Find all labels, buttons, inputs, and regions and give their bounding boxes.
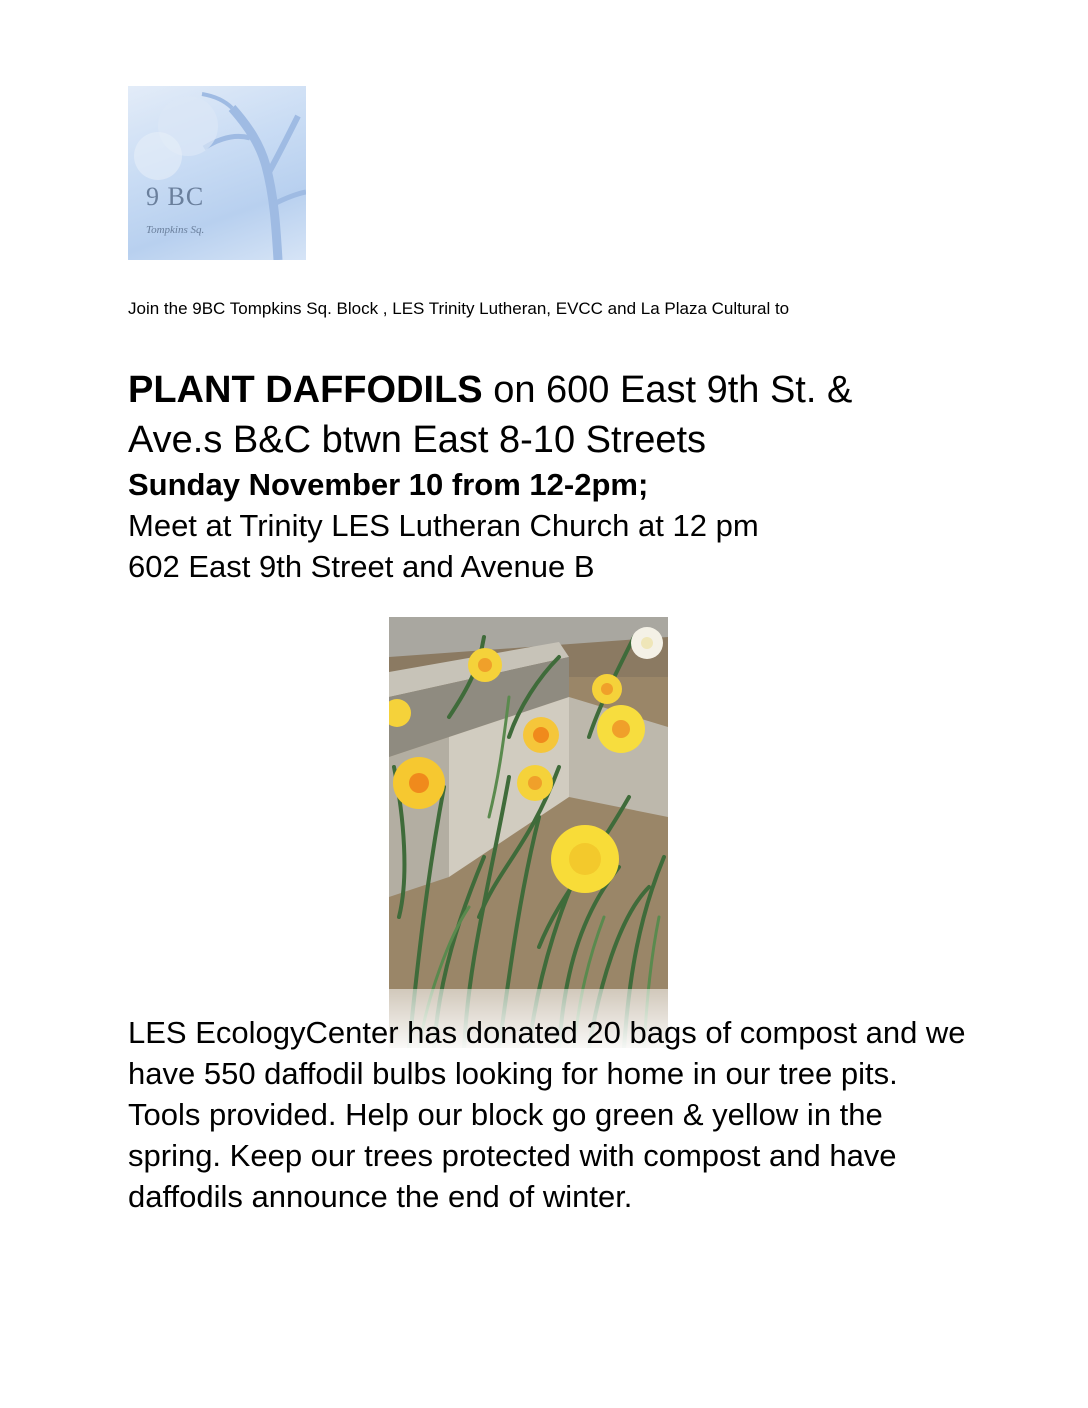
meeting-point: Meet at Trinity LES Lutheran Church at 12 pm (128, 508, 759, 543)
daffodil-photo (389, 617, 668, 1048)
logo-title: 9 BC (146, 182, 205, 211)
daffodil-flower (597, 705, 645, 753)
body-paragraph: LES EcologyCenter has donated 20 bags of compost and we have 550 daffodil bulbs looking for home in our tree pits. Tools provided. Help our block go green & yellow in the spring. Keep our trees protected with compost and have daffodils announce the end of winter. (128, 1015, 966, 1214)
block-logo (128, 86, 306, 260)
daffodil-flower (592, 674, 622, 704)
daffodil-flower (468, 648, 502, 682)
daffodil-flower (393, 757, 445, 809)
intro-line: Join the 9BC Tompkins Sq. Block , LES Trinity Lutheran, EVCC and La Plaza Cultural to (128, 299, 790, 318)
headline-rest: on 600 East 9th St. & Ave.s B&C btwn East 8-10 Streets (128, 369, 853, 461)
daffodil-flower (523, 717, 559, 753)
logo-subtitle: Tompkins Sq. (146, 224, 205, 236)
daffodil-illustration (389, 617, 668, 1048)
headline-bold: PLANT DAFFODILS (128, 369, 483, 411)
meeting-address: 602 East 9th Street and Avenue B (128, 549, 595, 584)
headline (128, 365, 948, 465)
daffodil-flower (631, 627, 663, 659)
daffodil-flower (551, 825, 619, 893)
daffodil-flower (517, 765, 553, 801)
event-date: Sunday November 10 from 12-2pm; (128, 467, 649, 502)
